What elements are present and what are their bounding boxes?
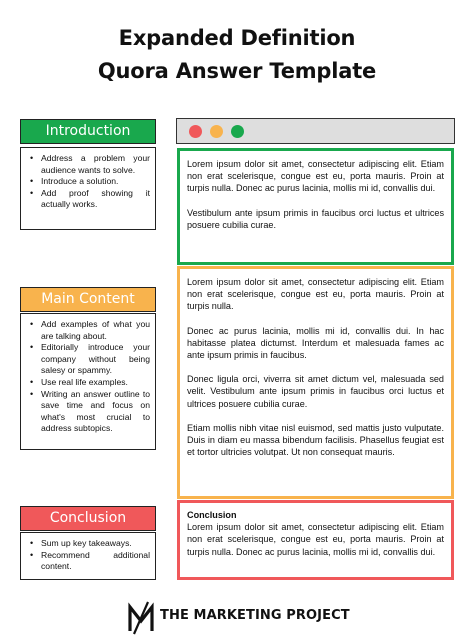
list-item: • Editorially introduce your company without being salesy or spammy. <box>29 342 150 377</box>
main-content-box <box>20 313 156 450</box>
conclusion-panel <box>177 500 454 580</box>
list-item: • Use real life examples. <box>29 377 150 389</box>
conclusion-panel-title: Conclusion <box>187 510 237 520</box>
panel-paragraph: Etiam mollis nibh vitae nisl euismod, sed mattis justo vulputate. Duis in diam eu massa bibendum facilisis. Phasellus feugiat est et tortor ultricies volutpat. Ut non consequat mauris. <box>187 422 444 458</box>
panel-paragraph: Donec ac purus lacinia, mollis mi id, convallis dui. In hac habitasse platea dictumst. Interdum et malesuada fames ac ante ipsum primis in faucibus. <box>187 325 444 361</box>
panel-paragraph: Lorem ipsum dolor sit amet, consectetur adipiscing elit. Etiam non erat scelerisque, congue est eu, porta mauris. Proin at turpis nulla. Donec ac purus lacinia, mollis mi id, convallis dui. <box>187 159 444 194</box>
main-content-panel <box>177 266 454 499</box>
panel-paragraph: Donec ligula orci, viverra sit amet dictum vel, malesuada sed velit. Vestibulum ante ipsum primis in faucibus orci luctus et ultrices posuere cubilia curae. <box>187 374 444 409</box>
list-item: • Add proof showing it actually works. <box>29 188 150 211</box>
page-title-line-1: Expanded Definition <box>118 26 356 50</box>
introduction-box <box>20 147 156 230</box>
panel-paragraph: Lorem ipsum dolor sit amet, consectetur adipiscing elit. Etiam non erat scelerisque, congue est eu, porta mauris. Proin at turpis nulla. Donec ac purus lacinia, mollis mi id, convallis dui. <box>187 522 444 557</box>
panel-paragraph: Vestibulum ante ipsum primis in faucibus orci luctus et ultrices posuere cubilia curae. <box>187 207 444 230</box>
list-item: • Add examples of what you are talking about. <box>29 319 150 342</box>
main-content-list <box>29 319 150 435</box>
panel-paragraph: Lorem ipsum dolor sit amet, consectetur adipiscing elit. Etiam non erat scelerisque, congue est eu, porta mauris. Proin at turpis nulla. <box>187 277 444 312</box>
list-item: • Recommend additional content. <box>29 550 150 573</box>
maximize-dot-icon <box>231 125 244 138</box>
introduction-list <box>29 153 150 211</box>
minimize-dot-icon <box>210 125 223 138</box>
conclusion-heading: Conclusion <box>20 506 156 531</box>
conclusion-box <box>20 532 156 580</box>
close-dot-icon <box>189 125 202 138</box>
introduction-heading: Introduction <box>20 119 156 144</box>
m-logo-icon <box>128 601 154 635</box>
list-item: • Sum up key takeaways. <box>29 538 150 550</box>
list-item: • Introduce a solution. <box>29 176 150 188</box>
page-title-line-2: Quora Answer Template <box>97 59 377 83</box>
list-item: • Address a problem your audience wants to solve. <box>29 153 150 176</box>
introduction-panel <box>177 148 454 265</box>
main-content-heading: Main Content <box>20 287 156 312</box>
brand-name: THE MARKETING PROJECT <box>160 608 350 623</box>
browser-title-bar <box>176 118 455 144</box>
conclusion-list <box>29 538 150 573</box>
list-item: • Writing an answer outline to save time and focus on what's most crucial to address subtopics. <box>29 389 150 435</box>
